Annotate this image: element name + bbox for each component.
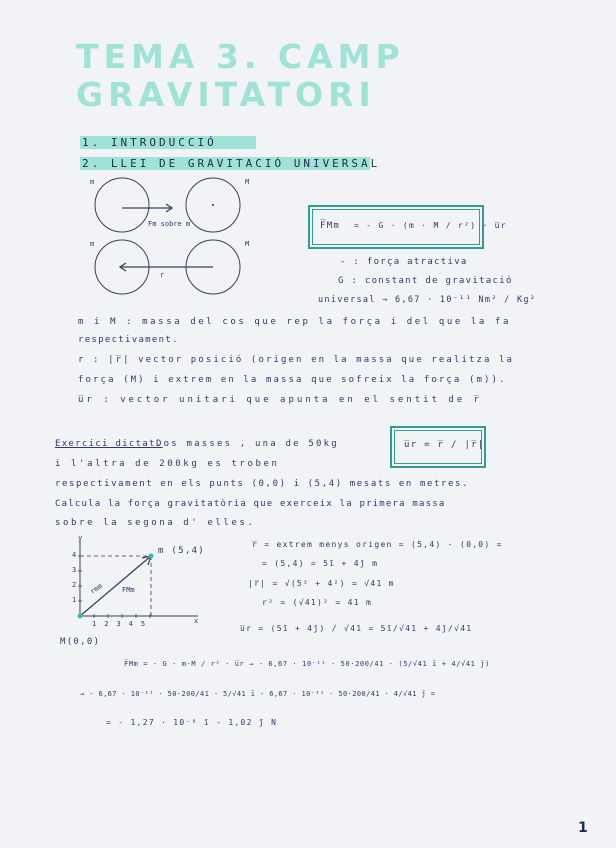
unit-vector-formula: u̅r = r̅ / |r̅| (404, 440, 485, 450)
graph-x-ticks: 12345 (92, 620, 154, 628)
solution-line7: → - 6,67 · 10⁻¹¹ · 50·200/41 · 5/√41 ī - 6,67 · 10⁻¹¹ · 50·200/41 · 4/√41 j̄ = (80, 690, 436, 698)
definition-masses: m i M : massa del cos que rep la força i del que la fa (78, 317, 511, 327)
exercise-line1: Dos masses , una de 50kg (156, 439, 339, 449)
label-m-top: m (90, 178, 95, 186)
graph-y-tick-1: 1 (72, 596, 77, 604)
legend-g-line1: G : constant de gravitació (338, 276, 513, 286)
legend-g-line2: universal → 6,67 · 10⁻¹¹ Nm² / Kg² (318, 295, 537, 305)
formula-lhs: F̅Mm (320, 221, 341, 231)
exercise-line5: sobre la segona d' elles. (55, 518, 256, 528)
formula-rhs: = - G · (m · M / r²) · u̅r (354, 221, 507, 230)
graph-point-m: m (5,4) (158, 546, 206, 556)
exercise-line4: Calcula la força gravitatòria que exerceix la primera massa (55, 499, 446, 509)
mass-m-top (95, 178, 149, 232)
label-m-bottom: m (90, 240, 95, 248)
label-force-top: Fm sobre m (148, 220, 191, 228)
solution-line6: F̅Mm = - G · m·M / r² · u̅r → - 6,67 · 10⁻¹¹ · 50·200/41 · (5/√41 ī + 4/√41 j̄) (124, 660, 490, 668)
solution-line1: r̅ = extrem menys origen = (5,4) - (0,0) = (252, 540, 503, 549)
label-M-top: M (245, 178, 250, 186)
solution-line2: = (5,4) = 5ī + 4j̄ m (262, 559, 379, 568)
section-llei-gravitacio: 2. LLEI DE GRAVITACIÓ UNIVERSAL (82, 157, 381, 170)
label-M-bottom: M (245, 240, 250, 248)
definition-r-cont: força (M) i extrem en la massa que sofreix la força (m)). (78, 375, 507, 385)
graph-axis-y: y (78, 534, 83, 542)
solution-result: = - 1,27 · 10⁻⁸ ī - 1,02 j̄ N (106, 718, 278, 727)
unit-vector-box (390, 426, 486, 468)
exercise-line3: respectivament en els punts (0,0) i (5,4) mesats en metres. (55, 479, 470, 489)
graph-y-tick-2: 2 (72, 581, 77, 589)
page-title-line1: TEMA 3. CAMP (76, 37, 405, 76)
section-introduccio: 1. INTRODUCCIÓ (82, 136, 217, 149)
page-title-line2: GRAVITATORI (76, 75, 376, 114)
formula-box (308, 205, 507, 249)
graph-y-tick-3: 3 (72, 566, 77, 574)
graph-y-tick-4: 4 (72, 551, 77, 559)
masses-diagram (80, 175, 260, 300)
solution-line5: u̅r = (5ī + 4j̄) / √41 = 5ī/√41 + 4j̄/√41 (240, 624, 473, 633)
point-M (78, 614, 83, 619)
solution-line4: r² = (√41)² = 41 m (262, 598, 373, 607)
page-number: 1 (578, 820, 588, 836)
point-m (149, 554, 154, 559)
legend-minus: - : força atractiva (340, 257, 468, 267)
graph-point-M: M(0,0) (60, 637, 101, 647)
exercise-label: Exercici dictat. (55, 439, 163, 449)
graph-axis-x: x (194, 617, 199, 625)
exercise-line2: i l'altra de 200kg es troben (55, 459, 280, 469)
graph-arrow-r: rmm (88, 582, 104, 596)
definition-ur: u̅r : vector unitari que apunta en el sentit de r̅ (78, 395, 483, 405)
label-vector-r: r (160, 271, 165, 279)
definition-masses-cont: respectivament. (78, 335, 179, 345)
graph-arrow-F: FMm (122, 586, 135, 594)
definition-r: r : |r̅| vector posició (origen en la massa que realitza la (78, 355, 515, 365)
solution-line3: |r̅| = √(5² + 4²) = √41 m (248, 579, 395, 588)
